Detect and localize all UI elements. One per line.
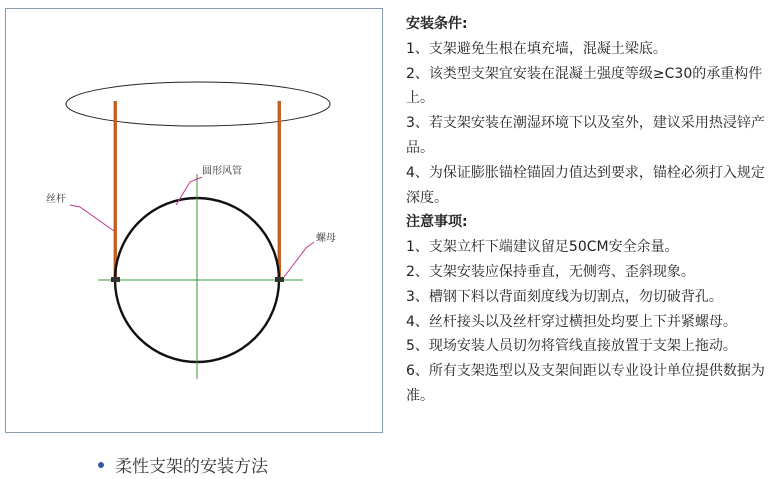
right-nut [275,277,284,282]
left-threaded-rod [114,101,117,279]
rod-label: 丝杆 [46,194,66,205]
right-threaded-rod [278,101,281,279]
caption-bullet [98,462,104,468]
condition-item-4: 4、为保证膨胀锚栓锚固力值达到要求，锚栓必须打入规定深度。 [406,164,765,206]
diagram-frame [5,8,383,433]
ceiling-ellipse [66,82,330,126]
caption-text: 柔性支架的安装方法 [115,457,268,477]
duct-label: 圆形风管 [202,166,242,177]
caution-item-1: 1、支架立杆下端建议留足50CM安全余量。 [406,239,679,256]
figure-caption [98,452,268,477]
conditions-heading: 安装条件: [406,16,468,32]
caution-item-3: 3、槽钢下料以背面刻度线为切割点，勿切破背孔。 [406,288,723,305]
caution-item-6: 6、所有支架选型以及支架间距以专业设计单位提供数据为准。 [406,363,765,404]
cautions-heading: 注意事项: [406,214,468,231]
rod-leader-line [70,205,114,231]
nut-leader-line [284,242,314,277]
condition-item-1: 1、支架避免生根在填充墙，混凝土梁底。 [406,40,667,57]
condition-item-2: 2、该类型支架宜安装在混凝土强度等级≥C30的承重构件上。 [406,65,763,107]
installation-notes [406,12,776,409]
condition-item-3: 3、若支架安装在潮湿环境下以及室外，建议采用热浸锌产品。 [406,115,765,156]
bracket-diagram [6,9,384,434]
nut-label: 螺母 [316,233,336,244]
caution-item-5: 5、现场安装人员切勿将管线直接放置于支架上拖动。 [406,338,737,355]
caution-item-4: 4、丝杆接头以及丝杆穿过横担处均要上下并紧螺母。 [406,313,737,330]
left-nut [111,277,120,282]
caution-item-2: 2、支架安装应保持垂直，无侧弯、歪斜现象。 [406,263,695,280]
